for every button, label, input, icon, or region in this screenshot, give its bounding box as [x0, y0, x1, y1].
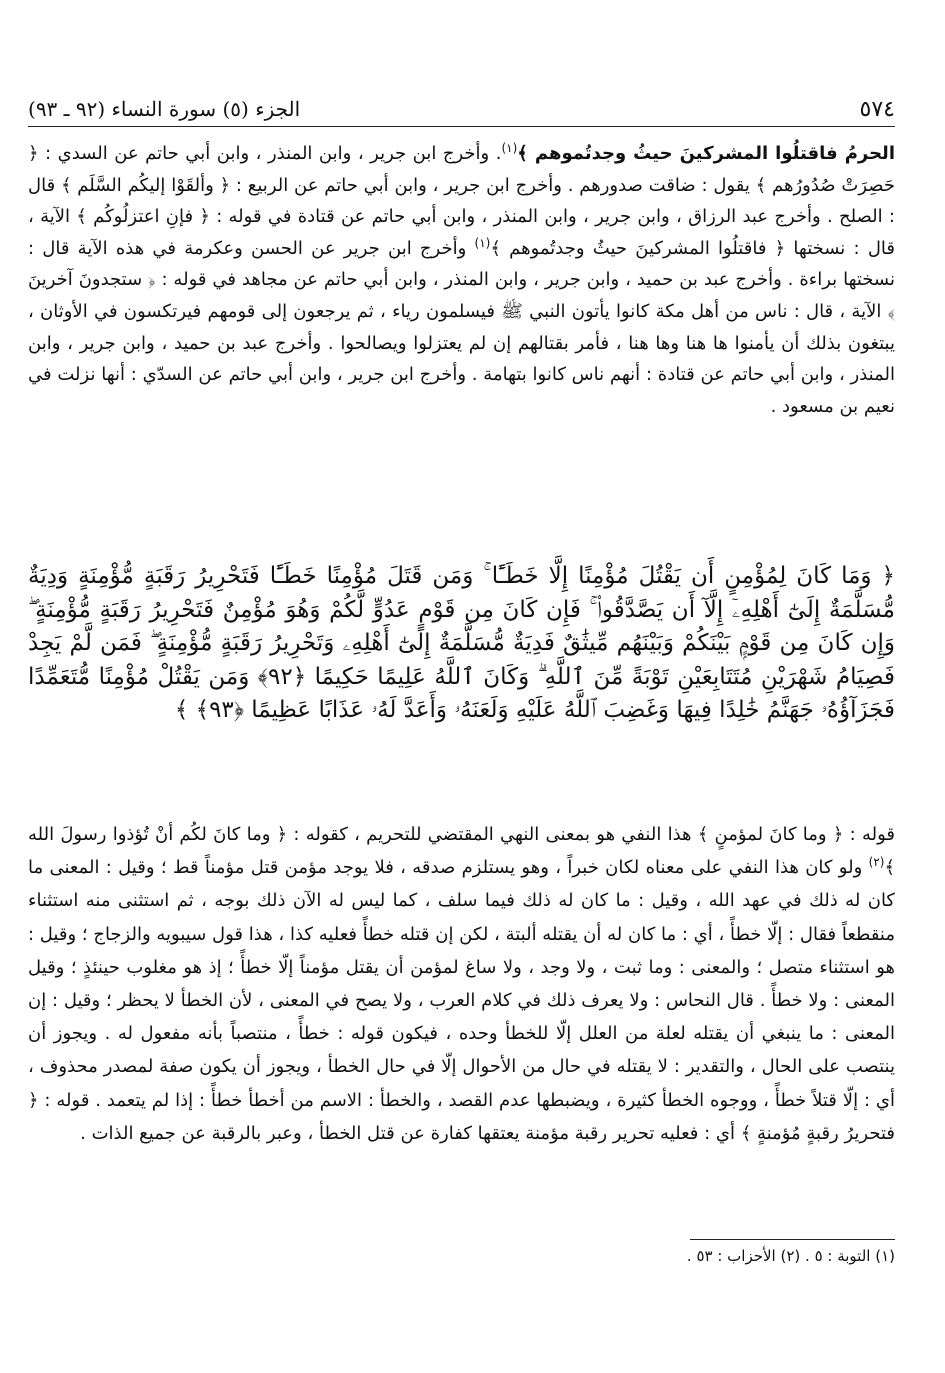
page-number: ٥٧٤ [859, 96, 895, 122]
footnotes: (١) التوبة : ٥ . (٢) الأحزاب : ٥٣ . [686, 1247, 895, 1265]
commentary-text: وأخرج ابن جرير عن الحسن وعكرمة في هذه الآية قال : نسختها براءة . وأخرج عبد بن حميد ، وابن جرير ، وابن المنذر ، وابن أبي حاتم عن مجاهد في قوله : ﴿ ستجدونَ آخرينَ ﴾ الآية ، قال : ناس من أهل مكة كانوا يأتون النبي ﷺ فيسلمون رياء ، ثم يرجعون إلى قومهم فيرتكسون في الأوثان ، يبتغون بذلك أن يأمنوا ها هنا وها هنا ، فأمر بقتالهم إن لم يعتزلوا ويصالحوا . وأخرج عبد بن حميد ، وابن جرير ، وابن المنذر ، وابن أبي حاتم عن قتادة : أنهم ناس كانوا بتهامة . وأخرج ابن جرير ، وابن أبي حاتم عن السدّي : أنها نزلت في نعيم بن مسعود . [28, 237, 895, 417]
commentary-paragraph [28, 138, 895, 422]
page-header [28, 92, 895, 127]
commentary-text: . وأخرج ابن جرير ، وابن المنذر ، وابن أبي حاتم عن السدي : ﴿ حَصِرَتْ صُدُورُهم ﴾ يقول : ضاقت صدورهم . وأخرج ابن جرير ، وابن أبي حاتم عن الربيع : ﴿ وألقَوْا إليكُم السَّلَم ﴾ قال : الصلح . وأخرج عبد الرزاق ، وابن جرير ، وابن المنذر ، وابن أبي حاتم عن قتادة في قوله : ﴿ فإنِ اعتزلُوكُم ﴾ الآية ، قال : نسختها ﴿ فاقتلُوا المشركينَ حيثُ وجدتُموهم ﴾ [28, 143, 895, 259]
quoted-phrase: الحرمُ فاقتلُوا المشركينَ حيثُ وجدتُموهم ﴾ [517, 143, 895, 164]
footnote-marker: (١) [474, 235, 491, 250]
footnote-marker: (١) [501, 141, 518, 155]
commentary-text: قوله : ﴿ وما كانَ لمؤمنٍ ﴾ هذا النفي هو بمعنى النهي المقتضي للتحريم ، كقوله : ﴿ وما كانَ لكُم أنْ تُؤذوا رسولَ الله ﴾ [28, 824, 895, 879]
commentary-paragraph [28, 818, 895, 1150]
commentary-main [28, 818, 895, 1150]
quran-verse: ﴿ وَمَا كَانَ لِمُؤْمِنٍ أَن يَقْتُلَ مُؤْمِنًا إِلَّا خَطَـًٔا ۚ وَمَن قَتَلَ مُؤْمِنًا خَطَـًٔا فَتَحْرِيرُ رَقَبَةٍ مُّؤْمِنَةٍ وَدِيَةٌ مُّسَلَّمَةٌ إِلَىٰٓ أَهْلِهِۦٓ إِلَّآ أَن يَصَّدَّقُوا۟ ۚ فَإِن كَانَ مِن قَوْمٍ عَدُوٍّ لَّكُمْ وَهُوَ مُؤْمِنٌ فَتَحْرِيرُ رَقَبَةٍ مُّؤْمِنَةٍ ۖ وَإِن كَانَ مِن قَوْمٍۭ بَيْنَكُمْ وَبَيْنَهُم مِّيثَٰقٌ فَدِيَةٌ مُّسَلَّمَةٌ إِلَىٰٓ أَهْلِهِۦ وَتَحْرِيرُ رَقَبَةٍ مُّؤْمِنَةٍ ۖ فَمَن لَّمْ يَجِدْ فَصِيَامُ شَهْرَيْنِ مُتَتَابِعَيْنِ تَوْبَةً مِّنَ ٱللَّهِ ۗ وَكَانَ ٱللَّهُ عَلِيمًا حَكِيمًا ﴿٩٢﴾ وَمَن يَقْتُلْ مُؤْمِنًا مُّتَعَمِّدًا فَجَزَآؤُهُۥ جَهَنَّمُ خَٰلِدًا فِيهَا وَغَضِبَ ٱللَّهُ عَلَيْهِ وَلَعَنَهُۥ وَأَعَدَّ لَهُۥ عَذَابًا عَظِيمًا ﴿٩٣﴾ ﴾ [28, 563, 895, 723]
running-title: الجزء (٥) سورة النساء (٩٢ ـ ٩٣) [28, 97, 301, 121]
footnote-divider [690, 1239, 895, 1240]
footnote-marker: (٢) [868, 855, 885, 870]
commentary-top [28, 138, 895, 422]
commentary-text: ولو كان هذا النفي على معناه لكان خبراً ، وهو يستلزم صدقه ، فلا يوجد مؤمن قتل مؤمناً قط ؛ وقيل : المعنى ما كان له ذلك في عهد الله ، وقيل : ما كان له ذلك فيما سلف ، كما ليس له الآن ذلك بوجه ، ثم استثنى منه استثناء منقطعاً فقال : إلّا خطأً ، أي : ما كان له أن يقتله ألبتة ، لكن إن قتله خطأً فعليه كذا ، هذا قول سيبويه والزجاج ؛ وقيل : هو استثناء متصل ؛ والمعنى : وما ثبت ، ولا وجد ، ولا ساغ لمؤمن أن يقتل مؤمناً إلّا خطأً ؛ إذ هو مغلوب حينئذٍ ؛ وقيل المعنى : ولا خطأً . قال النحاس : ولا يعرف ذلك في كلام العرب ، ولا يصح في المعنى ، لأن الخطأ لا يحظر ؛ وقيل : إن المعنى : ما ينبغي أن يقتله لعلة من العلل إلّا للخطأ وحده ، فيكون قوله : خطأً ، منتصباً بأنه مفعول له . ويجوز أن ينتصب على الحال ، والتقدير : لا يقتله في حال من الأحوال إلّا في حال الخطأ ، ويجوز أن يكون صفة لمصدر محذوف ، أي : إلّا قتلاً خطأً ، ووجوه الخطأ كثيرة ، ويضبطها عدم القصد ، والخطأ : الاسم من أخطأ خطأً : إذا لم يتعمد . قوله : ﴿ فتحريرُ رقبةٍ مُؤمنةٍ ﴾ أي : فعليه تحرير رقبة مؤمنة يعتقها كفارة عن قتل الخطأ ، وعبر بالرقبة عن جميع الذات . [28, 857, 895, 1144]
